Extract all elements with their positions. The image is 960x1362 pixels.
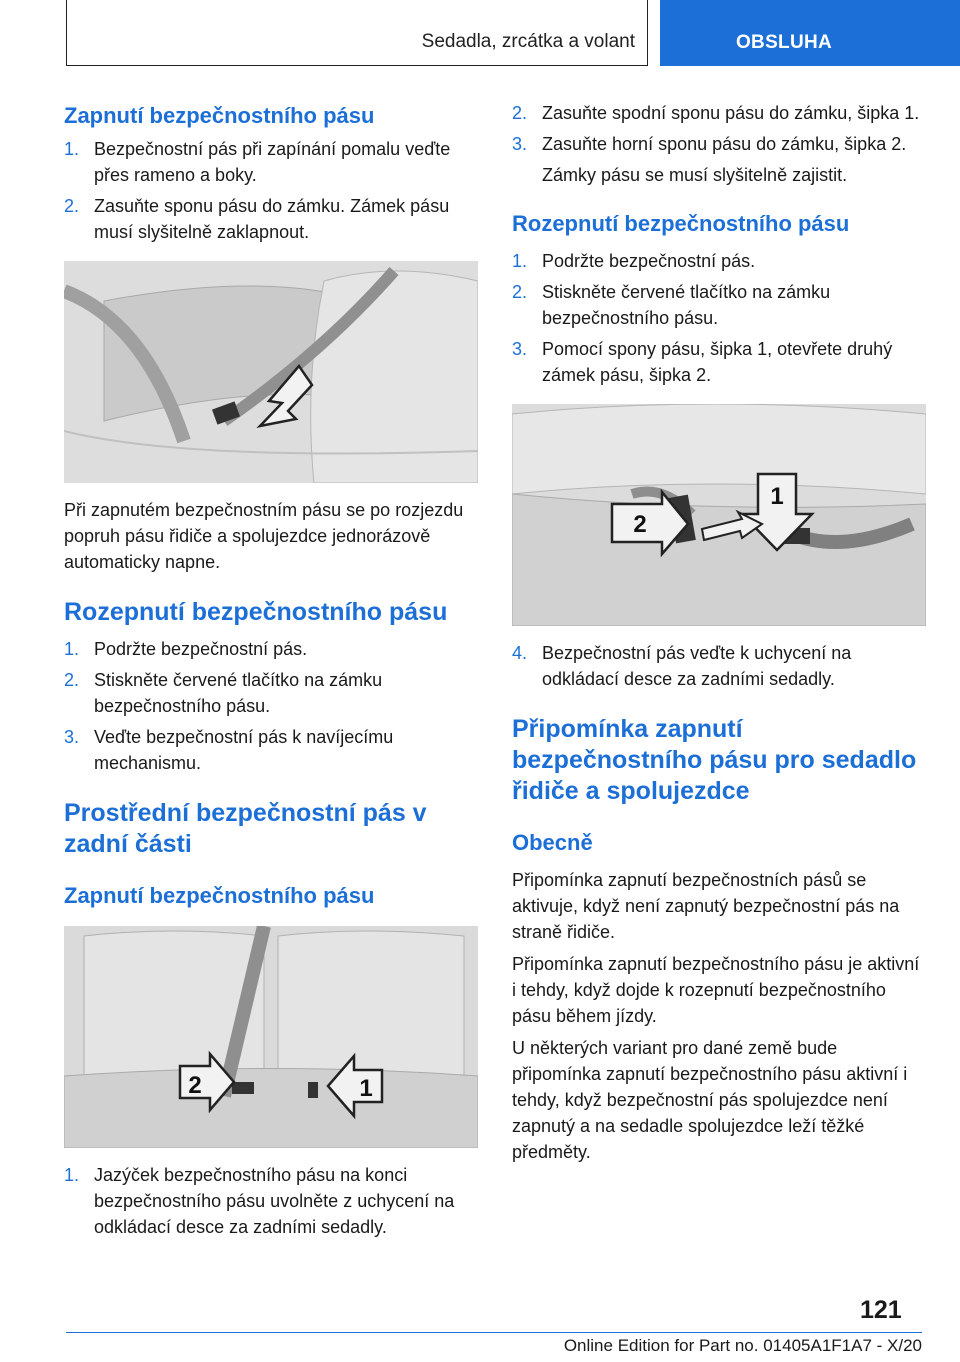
list-item: 3. Zasuňte horní sponu pásu do zámku, šipka 2. [512,134,907,154]
paragraph: U některých variant pro dané země bude připomínka zapnutí bezpečnostního pásu aktivní i tehdy, když bezpečnostní pás spolujezdce není zapnutý a na sedadle spolujezdce leží těžké předměty. [512,1038,908,1162]
subheading-general: Obecně [512,830,593,855]
steps-fasten [64,136,478,245]
list-item: 3. Veďte bezpečnostní pás k navíjecímu mechanismu. [64,727,394,773]
note-locks-audible: Zámky pásu se musí slyšitelně zajistit. [542,165,848,185]
steps-middle-release [512,248,926,388]
figure-front-seat-buckle [64,261,478,483]
header-section-box [66,0,648,66]
list-item: 1. Jazýček bezpečnostního pásu na konci bezpečnostního pásu uvolněte z uchycení na odkládací desce za zadními sedadly. [64,1165,455,1237]
footer-divider [66,1332,922,1333]
footer-edition: Online Edition for Part no. 01405A1F1A7 - X/20 [563,1336,922,1355]
subheading-fasten-middle: Zapnutí bezpečnostního pásu [64,883,375,908]
steps-release [64,636,478,776]
steps-middle-fasten-cont [512,100,926,157]
figure-rear-buckle-release [512,404,926,626]
list-item: 2. Stiskněte červené tlačítko na zámku bezpečnostního pásu. [512,282,831,328]
heading-middle-rear-belt: Prostřední bezpečnostní pás v zadní části [64,799,427,858]
figure-label-2: 2 [633,511,647,538]
list-item: 2. Stiskněte červené tlačítko na zámku bezpečnostního pásu. [64,670,383,716]
note-auto-tension: Při zapnutém bezpečnostním pásu se po rozjezdu popruh pásu řidiče a spolujezdce jednorázově automaticky napne. [64,500,464,572]
figure-label-1: 1 [770,483,784,510]
paragraph: Připomínka zapnutí bezpečnostních pásů se aktivuje, když není zapnutý bezpečnostní pás na straně řidiče. [512,870,900,942]
steps-middle-fasten [64,1162,478,1240]
header-chapter-label: OBSLUHA [735,32,833,53]
figure-label-1: 1 [359,1075,373,1102]
right-column [512,100,926,1171]
list-item: 3. Pomocí spony pásu, šipka 1, otevřete druhý zámek pásu, šipka 2. [512,339,893,385]
left-column [64,100,478,1245]
page-number: 121 [860,1296,902,1324]
list-item: 2. Zasuňte sponu pásu do zámku. Zámek pásu musí slyšitelně zaklapnout. [64,196,450,242]
list-item: 1. Podržte bezpečnostní pás. [512,251,756,271]
list-item: 1. Podržte bezpečnostní pás. [64,639,308,659]
list-item: 4. Bezpečnostní pás veďte k uchycení na odkládací desce za zadními sedadly. [512,643,852,689]
list-item: 1. Bezpečnostní pás při zapínání pomalu veďte přes rameno a boky. [64,139,451,185]
heading-fasten-belt: Zapnutí bezpečnostního pásu [64,103,375,128]
heading-release-middle: Rozepnutí bezpečnostního pásu [512,211,850,236]
steps-middle-release-b [512,640,926,692]
list-item: 2. Zasuňte spodní sponu pásu do zámku, šipka 1. [512,103,920,123]
figure-label-2: 2 [188,1072,202,1099]
heading-release-belt: Rozepnutí bezpečnostního pásu [64,598,448,626]
header-chapter-tab [660,0,960,66]
header-section-title: Sedadla, zrcátka a volant [421,31,635,52]
paragraph: Připomínka zapnutí bezpečnostního pásu je aktivní i tehdy, když dojde k rozepnutí bezpečnostního pásu během jízdy. [512,954,920,1026]
figure-rear-middle-belt [64,926,478,1148]
heading-belt-reminder: Připomínka zapnutí bezpečnostního pásu pro sedadlo řidiče a spolujezdce [512,715,917,805]
